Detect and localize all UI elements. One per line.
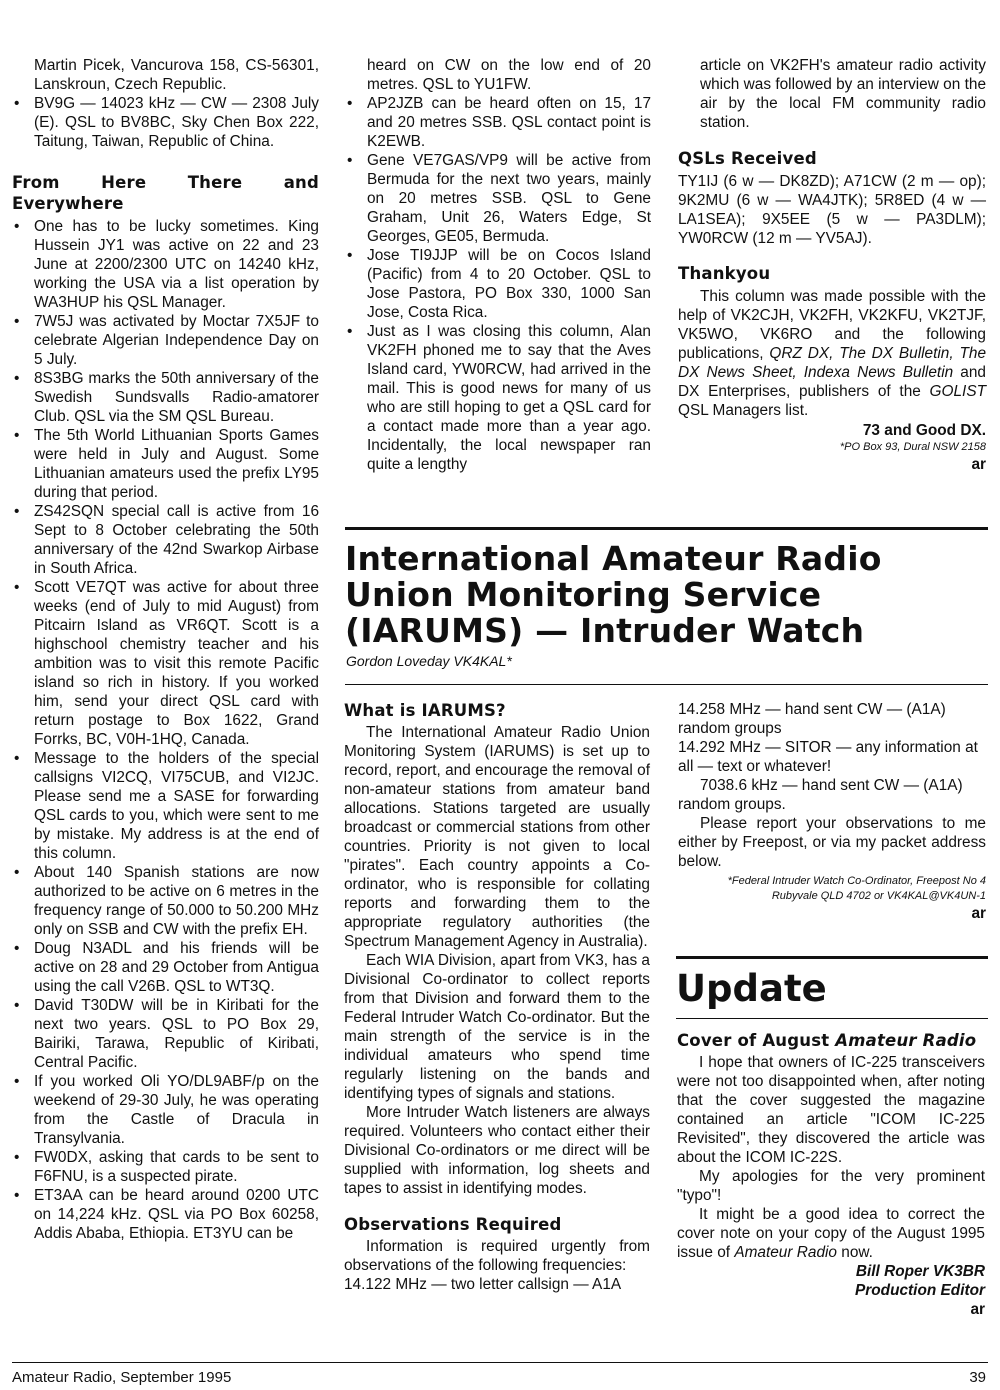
list-item: • 8S3BG marks the 50th anniversary of the Swedish Sundsvalls Radio-amatorer Club. QSL via the SM QSL Bureau. <box>12 369 319 426</box>
column-1 <box>12 56 319 1243</box>
thankyou-text <box>678 287 986 420</box>
paragraph: I hope that owners of IC-225 transceivers were not too disappointed when, after noting that the cover suggested the magazine contained an article "ICOM IC-225 Revisited", they discovered the article was about the ICOM IC-22S. <box>677 1054 985 1166</box>
footer-publication: Amateur Radio, September 1995 <box>12 1369 232 1386</box>
end-mark: ar <box>971 905 986 922</box>
update-column <box>677 1030 985 1319</box>
update-subheading-text: Cover of August <box>677 1031 836 1050</box>
thankyou-text-a: This column was made possible with the help of VK2CJH, VK2FH, VK2KFU, VK2TJF, VK5WO, VK6RO and the following publications, <box>678 288 986 362</box>
list-item: • 7W5J was activated by Moctar 7X5JF to celebrate Algerian Independence Day on 5 July. <box>12 312 319 369</box>
update-author: Bill Roper VK3BR <box>855 1263 985 1280</box>
footnote: *Federal Intruder Watch Co-Ordinator, Freepost No 4 <box>727 875 986 887</box>
section-heading-here-there: From Here There and Everywhere <box>12 173 319 213</box>
qsls-received-text: TY1IJ (6 w — DK8ZD); A71CW (2 m — op); 9K2MU (6 w — WA4JTK); 5R8ED (4 w — LA1SEA); 9X5EE (5 w — PA3DLM); YW0RCW (12 m — YV5AJ). <box>678 173 986 247</box>
list-item: • Jose TI9JJP will be on Cocos Island (Pacific) from 4 to 20 October. QSL to Jose Pastora, PO Box 330, 1000 San Jose, Costa Rica. <box>345 246 651 322</box>
thankyou-heading: Thankyou <box>678 264 771 283</box>
column-2 <box>345 56 651 474</box>
column-3 <box>678 56 986 474</box>
list-item: • The 5th World Lithuanian Sports Games were held in July and August. Some Lithuanian amateurs used the prefix LY95 during that period. <box>12 426 319 502</box>
list-item: • ZS42SQN special call is active from 16 Sept to 8 October celebrating the 50th anniversary of the 42nd Swarkop Airbase in South Africa. <box>12 502 319 578</box>
qsls-received-heading: QSLs Received <box>678 149 817 168</box>
update-title: Update <box>676 967 827 1010</box>
list-item: • Scott VE7QT was active for about three weeks (end of July to mid August) from Pitcairn Island as VR6QT. Scott is a highschool chemistry teacher and his ambition was to visit this remote Pacific island so rich in history. If you worked him, send your direct QSL card with return postage to Box 1622, Grand Forrks, BC, V0H-1HQ, Canada. <box>12 578 319 749</box>
iarums-column-1 <box>344 700 650 1294</box>
continued-text: heard on CW on the low end of 20 metres. QSL to YU1FW. <box>367 57 651 93</box>
page-number: 39 <box>969 1369 986 1386</box>
footer-rule <box>12 1362 988 1363</box>
paragraph: Please report your observations to me either by Freepost, or via my packet address below. <box>678 815 986 870</box>
author-address: *PO Box 93, Dural NSW 2158 <box>839 441 986 453</box>
article-title: International Amateur Radio Union Monitoring Service (IARUMS) — Intruder Watch <box>345 539 882 650</box>
update-title-rule <box>676 1018 988 1019</box>
list-item: • FW0DX, asking that cards to be sent to F6FNU, is a suspected pirate. <box>12 1148 319 1186</box>
list-item: • About 140 Spanish stations are now authorized to be active on 6 metres in the frequency range of 50.000 to 50.200 MHz only on SSB and CW with the prefix EH. <box>12 863 319 939</box>
signoff: 73 and Good DX. <box>862 422 986 439</box>
update-subheading-magazine: Amateur Radio <box>835 1031 977 1050</box>
list-item: • AP2JZB can be heard often on 15, 17 and 20 metres SSB. QSL contact point is K2EWB. <box>345 94 651 151</box>
list-item: • Message to the holders of the special callsigns VI2CQ, VI75CUB, and VI2JC. Please send me a SASE for forwarding QSL cards to you, which were sent to me by mistake. My address is at the end of this column. <box>12 749 319 863</box>
list-item: • One has to be lucky sometimes. King Hussein JY1 was active on 22 and 23 June at 2200/2300 UTC on 14240 kHz, working the USA via a list operation by WA3HUP his QSL Manager. <box>12 217 319 312</box>
article-byline: Gordon Loveday VK4KAL* <box>346 653 512 669</box>
paragraph: Each WIA Division, apart from VK3, has a Divisional Co-ordinator to collect reports from that Division and forward them to the Federal Intruder Watch Co-ordinator. But the main strength of the service is in the individual amateurs who spend time regularly listening on the bands and identifying types of signals and stations. <box>344 952 650 1102</box>
list-item: • If you worked Oli YO/DL9ABF/p on the weekend of 29-30 July, he was operating from the Castle of Dracula in Transylvania. <box>12 1072 319 1148</box>
frequency-item: 14.258 MHz — hand sent CW — (A1A) random groups <box>678 701 946 737</box>
magazine-name: Amateur Radio <box>734 1244 837 1261</box>
list-item: • Just as I was closing this column, Alan VK2FH phoned me to say that the Aves Island card, YW0RCW, had arrived in the mail. This is good news for many of us who are still hoping to get a QSL card for a contact made more than a year ago. Incidentally, the local newspaper ran quite a lengthy <box>345 322 651 474</box>
article-byline-rule <box>345 684 988 685</box>
here-there-list <box>12 217 319 1243</box>
update-author-role: Production Editor <box>855 1282 985 1299</box>
thankyou-text-b: and DX Enterprises, publishers of the <box>678 364 986 400</box>
bv9g-list <box>12 94 319 151</box>
paragraph-text-end: now. <box>836 1244 873 1261</box>
iarums-column-2 <box>678 700 986 923</box>
update-subheading <box>677 1030 985 1051</box>
publication-names: QRZ DX, The DX Bulletin, The DX News Sheet, Indexa News Bulletin <box>678 345 986 381</box>
footnote: Rubyvale QLD 4702 or VK4KAL@VK4UN-1 <box>771 890 986 902</box>
observations-heading: Observations Required <box>344 1215 562 1234</box>
paragraph: The International Amateur Radio Union Monitoring System (IARUMS) is set up to record, report, and encourage the removal of non-amateur stations from amateur band allocations. Stations targeted are usually broadcast or commercial stations from other countries. Priority is not given to local "pirates". Each country appoints a Co-ordinator, who is responsible for collating reports and forwarding them to the appropriate regulatory authorities (the Spectrum Management Agency in Australia). <box>344 724 650 950</box>
paragraph <box>677 1205 985 1262</box>
paragraph: Information is required urgently from observations of the following frequencies: <box>344 1238 650 1274</box>
intro-text: Martin Picek, Vancurova 158, CS-56301, Lanskroun, Czech Republic. <box>34 57 319 93</box>
end-mark: ar <box>970 1301 985 1318</box>
list-item: • David T30DW will be in Kiribati for the next two years. QSL to PO Box 29, Bairiki, Tarawa, Republic of Kiribati, Central Pacific. <box>12 996 319 1072</box>
list-item: • BV9G — 14023 kHz — CW — 2308 July (E). QSL to BV8BC, Sky Chen Box 222, Taitung, Taiwan, Republic of China. <box>12 94 319 151</box>
col2-list <box>345 94 651 474</box>
thankyou-text-c: QSL Managers list. <box>678 402 809 419</box>
frequency-item: 14.122 MHz — two letter callsign — A1A <box>344 1276 622 1293</box>
frequency-item: 14.292 MHz — SITOR — any information at all — text or whatever! <box>678 739 978 775</box>
what-is-iarums-heading: What is IARUMS? <box>344 701 506 720</box>
continued-text: article on VK2FH's amateur radio activity which was followed by an interview on the air by the local FM community radio station. <box>700 57 986 131</box>
article-top-rule <box>345 527 988 530</box>
end-mark: ar <box>971 456 986 473</box>
list-item: • ET3AA can be heard around 0200 UTC on 14,224 kHz. QSL via PO Box 60258, Addis Ababa, Ethiopia. ET3YU can be <box>12 1186 319 1243</box>
paragraph: My apologies for the very prominent "typo"! <box>677 1168 985 1204</box>
publication-golist: GOLIST <box>929 383 986 400</box>
paragraph-text: It might be a good idea to correct the cover note on your copy of the August 1995 issue of <box>677 1206 985 1261</box>
list-item: • Doug N3ADL and his friends will be active on 28 and 29 October from Antigua using the call V26B. QSL to WT3Q. <box>12 939 319 996</box>
paragraph: More Intruder Watch listeners are always required. Volunteers who contact either their Divisional Co-ordinators or me direct will be supplied with information, log sheets and tapes to assist in identifying modes. <box>344 1104 650 1197</box>
update-top-rule <box>676 956 988 959</box>
frequency-item: 7038.6 kHz — hand sent CW — (A1A) random groups. <box>678 777 963 813</box>
list-item: • Gene VE7GAS/VP9 will be active from Bermuda for the next two years, mainly on 20 metres SSB. QSL to Gene Graham, Unit 26, Waters Edge, St Georges, GE05, Bermuda. <box>345 151 651 246</box>
